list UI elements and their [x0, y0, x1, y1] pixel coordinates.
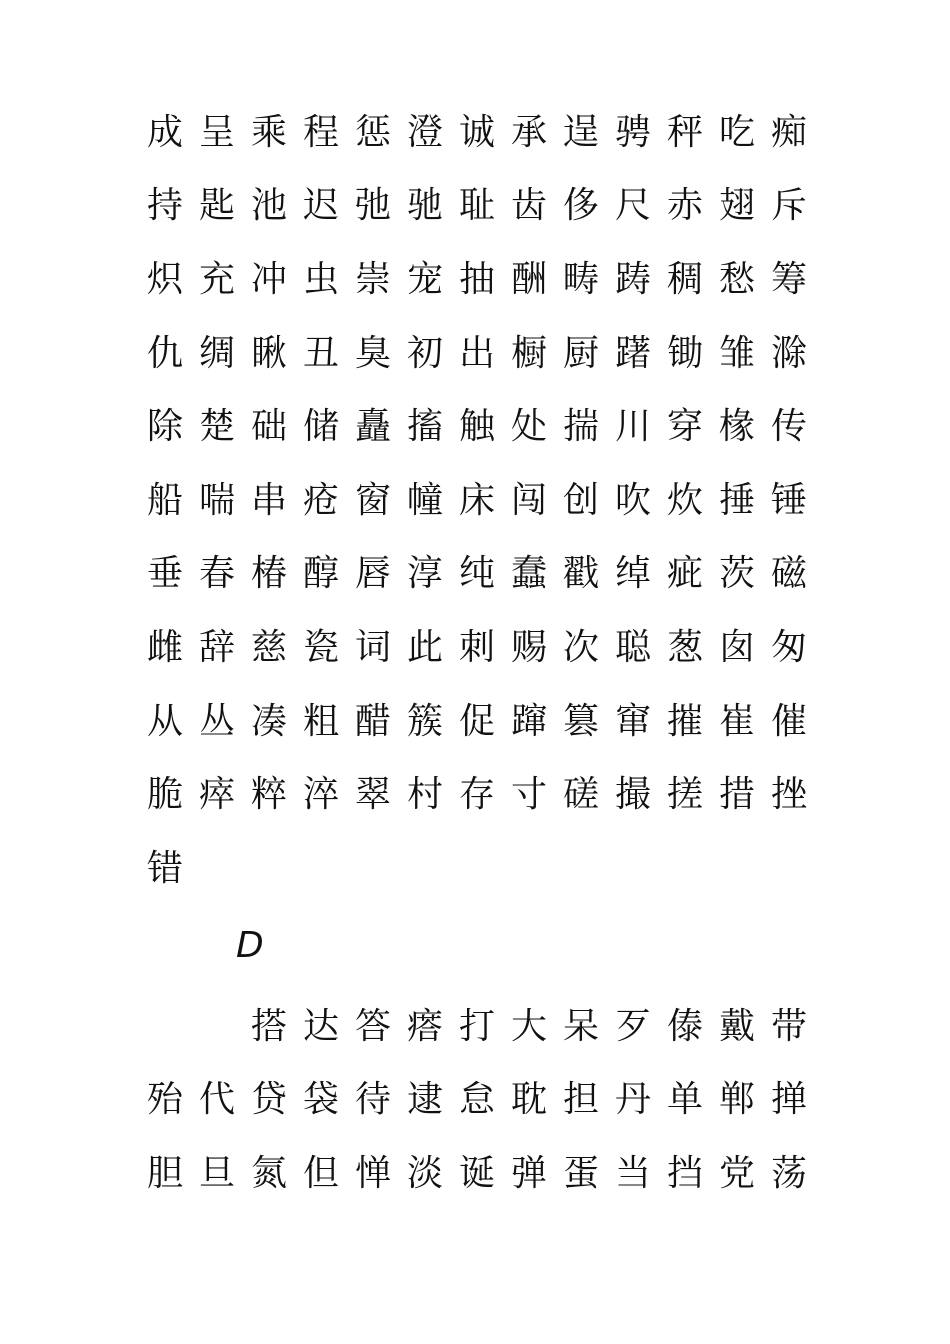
character-cell: 乘	[250, 111, 287, 153]
character-cell: 锄	[666, 332, 703, 374]
character-cell: 氮	[250, 1152, 287, 1194]
character-cell: 畴	[562, 258, 599, 300]
character-cell: 大	[510, 1005, 547, 1047]
character-cell: 骋	[614, 111, 651, 153]
character-cell: 当	[614, 1152, 651, 1194]
character-cell: 传	[770, 406, 807, 448]
character-cell: 纯	[458, 553, 495, 595]
c_section-row	[139, 832, 815, 906]
character-cell: 滁	[770, 332, 807, 374]
character-cell: 磁	[770, 553, 807, 595]
character-cell: 触	[458, 406, 495, 448]
d_section-row	[139, 990, 815, 1064]
c_section-row	[139, 611, 815, 685]
c_section-row	[139, 243, 815, 317]
character-cell: 代	[198, 1079, 235, 1121]
character-cell: 春	[198, 553, 235, 595]
c_section-row	[139, 390, 815, 464]
character-cell: 雌	[146, 626, 183, 668]
character-cell: 喘	[198, 479, 235, 521]
character-cell: 痴	[770, 111, 807, 153]
character-cell: 丑	[302, 332, 339, 374]
character-cell: 炽	[146, 258, 183, 300]
character-cell: 程	[302, 111, 339, 153]
character-cell: 捶	[718, 479, 755, 521]
character-cell: 赤	[666, 185, 703, 227]
character-cell: 凑	[250, 700, 287, 742]
character-cell: 单	[666, 1079, 703, 1121]
character-cell: 绸	[198, 332, 235, 374]
character-cell: 尺	[614, 185, 651, 227]
character-cell: 但	[302, 1152, 339, 1194]
character-cell: 储	[302, 406, 339, 448]
character-cell: 躇	[614, 332, 651, 374]
character-cell: 瘁	[198, 774, 235, 816]
character-cell: 搓	[666, 774, 703, 816]
character-cell: 楚	[198, 406, 235, 448]
character-cell: 窗	[354, 479, 391, 521]
character-cell: 戳	[562, 553, 599, 595]
character-cell: 粗	[302, 700, 339, 742]
character-cell: 囱	[718, 626, 755, 668]
character-cell: 淬	[302, 774, 339, 816]
character-cell: 贷	[250, 1079, 287, 1121]
character-cell: 村	[406, 774, 443, 816]
character-cell: 打	[458, 1005, 495, 1047]
character-cell: 成	[146, 111, 183, 153]
character-cell: 掸	[770, 1079, 807, 1121]
character-cell: 惩	[354, 111, 391, 153]
character-cell: 辞	[198, 626, 235, 668]
character-cell: 挫	[770, 774, 807, 816]
character-cell: 醋	[354, 700, 391, 742]
character-cell: 袋	[302, 1079, 339, 1121]
character-cell: 锤	[770, 479, 807, 521]
character-cell: 澄	[406, 111, 443, 153]
character-cell: 川	[614, 406, 651, 448]
character-cell: 床	[458, 479, 495, 521]
character-cell: 刺	[458, 626, 495, 668]
character-cell: 瓷	[302, 626, 339, 668]
character-cell: 慈	[250, 626, 287, 668]
character-cell: 酬	[510, 258, 547, 300]
character-cell: 怠	[458, 1079, 495, 1121]
c-character-grid	[139, 96, 815, 906]
character-cell: 傣	[666, 1005, 703, 1047]
character-cell: 绰	[614, 553, 651, 595]
character-cell: 诞	[458, 1152, 495, 1194]
character-cell: 胆	[146, 1152, 183, 1194]
character-cell: 初	[406, 332, 443, 374]
character-cell: 崇	[354, 258, 391, 300]
character-cell: 弛	[354, 185, 391, 227]
character-cell: 疮	[302, 479, 339, 521]
character-cell: 抽	[458, 258, 495, 300]
character-cell: 蠢	[510, 553, 547, 595]
character-cell: 撮	[614, 774, 651, 816]
character-cell: 殆	[146, 1079, 183, 1121]
character-cell: 耻	[458, 185, 495, 227]
character-cell: 侈	[562, 185, 599, 227]
character-cell: 茨	[718, 553, 755, 595]
character-cell: 持	[146, 185, 183, 227]
character-cell: 椿	[250, 553, 287, 595]
character-cell: 党	[718, 1152, 755, 1194]
character-cell: 椽	[718, 406, 755, 448]
character-cell: 呆	[562, 1005, 599, 1047]
character-cell: 摧	[666, 700, 703, 742]
c_section-row	[139, 317, 815, 391]
character-cell: 歹	[614, 1005, 651, 1047]
d-character-grid	[139, 990, 815, 1211]
character-cell: 耽	[510, 1079, 547, 1121]
character-cell: 吹	[614, 479, 651, 521]
character-cell: 翅	[718, 185, 755, 227]
character-cell: 答	[354, 1005, 391, 1047]
character-cell: 赐	[510, 626, 547, 668]
character-cell: 创	[562, 479, 599, 521]
c_section-row	[139, 170, 815, 244]
character-cell: 措	[718, 774, 755, 816]
character-cell: 磋	[562, 774, 599, 816]
section-letter-d: D	[236, 925, 264, 966]
character-cell: 唇	[354, 553, 391, 595]
character-cell: 脆	[146, 774, 183, 816]
character-cell: 醇	[302, 553, 339, 595]
character-cell: 宠	[406, 258, 443, 300]
character-cell: 雏	[718, 332, 755, 374]
character-cell: 处	[510, 406, 547, 448]
character-cell: 次	[562, 626, 599, 668]
character-cell: 除	[146, 406, 183, 448]
character-cell: 匙	[198, 185, 235, 227]
character-cell: 船	[146, 479, 183, 521]
character-cell: 斥	[770, 185, 807, 227]
character-cell: 池	[250, 185, 287, 227]
character-cell: 搭	[250, 1005, 287, 1047]
character-cell: 逮	[406, 1079, 443, 1121]
c_section-row	[139, 538, 815, 612]
character-cell: 待	[354, 1079, 391, 1121]
d_section-row	[139, 1064, 815, 1138]
character-cell: 闯	[510, 479, 547, 521]
character-cell: 垂	[146, 553, 183, 595]
character-cell: 挡	[666, 1152, 703, 1194]
character-cell: 弹	[510, 1152, 547, 1194]
character-cell: 幢	[406, 479, 443, 521]
character-cell: 呈	[198, 111, 235, 153]
character-cell: 存	[458, 774, 495, 816]
character-cell: 词	[354, 626, 391, 668]
character-cell: 旦	[198, 1152, 235, 1194]
character-cell: 崔	[718, 700, 755, 742]
character-cell: 稠	[666, 258, 703, 300]
character-cell: 虫	[302, 258, 339, 300]
character-cell: 秤	[666, 111, 703, 153]
character-cell: 达	[302, 1005, 339, 1047]
character-cell: 促	[458, 700, 495, 742]
character-cell: 臭	[354, 332, 391, 374]
character-cell: 翠	[354, 774, 391, 816]
character-cell: 瘩	[406, 1005, 443, 1047]
character-cell: 穿	[666, 406, 703, 448]
character-cell: 丹	[614, 1079, 651, 1121]
character-cell: 此	[406, 626, 443, 668]
character-cell: 仇	[146, 332, 183, 374]
character-cell: 郸	[718, 1079, 755, 1121]
character-cell: 簇	[406, 700, 443, 742]
character-cell: 承	[510, 111, 547, 153]
character-cell: 厨	[562, 332, 599, 374]
character-cell: 葱	[666, 626, 703, 668]
character-cell: 础	[250, 406, 287, 448]
character-cell: 带	[770, 1005, 807, 1047]
character-cell: 冲	[250, 258, 287, 300]
character-cell: 聪	[614, 626, 651, 668]
character-cell: 惮	[354, 1152, 391, 1194]
character-cell: 迟	[302, 185, 339, 227]
character-cell: 篡	[562, 700, 599, 742]
character-cell: 淡	[406, 1152, 443, 1194]
character-cell: 搐	[406, 406, 443, 448]
character-cell: 窜	[614, 700, 651, 742]
d_section-row	[139, 1137, 815, 1211]
character-cell: 从	[146, 700, 183, 742]
character-cell: 揣	[562, 406, 599, 448]
c_section-row	[139, 464, 815, 538]
character-cell: 匆	[770, 626, 807, 668]
character-cell: 粹	[250, 774, 287, 816]
character-cell: 瞅	[250, 332, 287, 374]
character-cell: 错	[146, 847, 183, 889]
character-cell: 诚	[458, 111, 495, 153]
character-cell: 橱	[510, 332, 547, 374]
character-cell: 筹	[770, 258, 807, 300]
character-cell: 矗	[354, 406, 391, 448]
character-cell: 淳	[406, 553, 443, 595]
character-cell: 逞	[562, 111, 599, 153]
character-cell: 戴	[718, 1005, 755, 1047]
character-cell: 驰	[406, 185, 443, 227]
character-cell: 疵	[666, 553, 703, 595]
c_section-row	[139, 685, 815, 759]
c_section-row	[139, 96, 815, 170]
character-cell: 炊	[666, 479, 703, 521]
character-cell: 愁	[718, 258, 755, 300]
character-cell: 催	[770, 700, 807, 742]
character-cell: 出	[458, 332, 495, 374]
character-cell: 寸	[510, 774, 547, 816]
character-cell: 充	[198, 258, 235, 300]
character-cell: 蹿	[510, 700, 547, 742]
character-cell: 荡	[770, 1152, 807, 1194]
character-cell: 踌	[614, 258, 651, 300]
character-cell: 担	[562, 1079, 599, 1121]
character-cell: 吃	[718, 111, 755, 153]
character-cell: 丛	[198, 700, 235, 742]
character-cell: 串	[250, 479, 287, 521]
character-cell: 蛋	[562, 1152, 599, 1194]
c_section-row	[139, 758, 815, 832]
character-cell: 齿	[510, 185, 547, 227]
